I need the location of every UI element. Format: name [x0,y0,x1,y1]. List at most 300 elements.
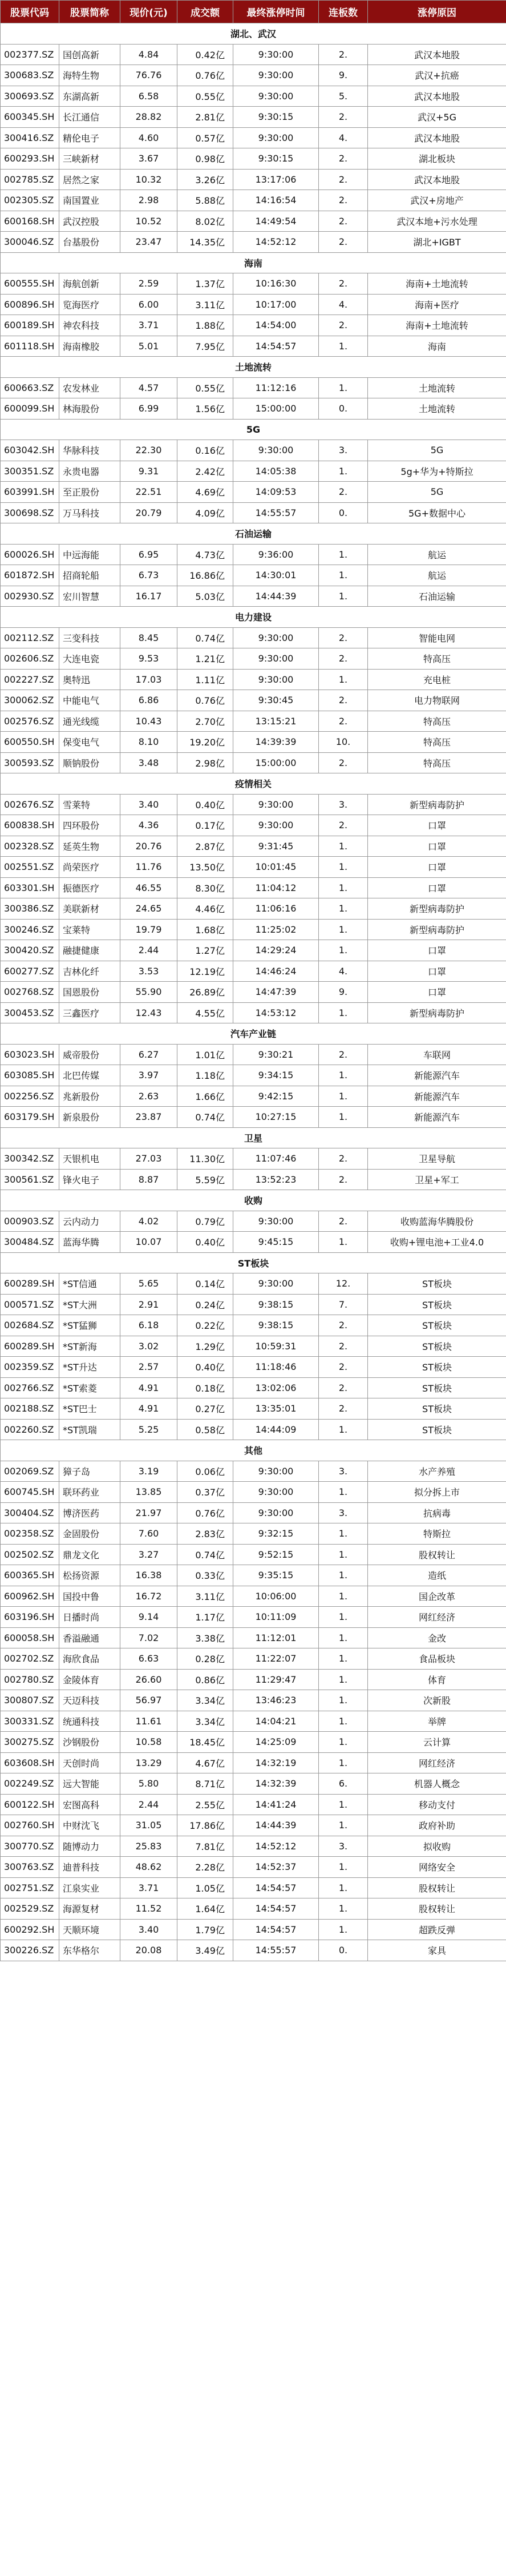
turnover-cell: 3.38亿 [177,1627,233,1648]
price-cell: 21.97 [120,1502,177,1523]
table-row [1,1815,506,1836]
stock-name-cell: *ST索菱 [59,1377,120,1398]
table-row [1,461,506,482]
limit-reason-cell: 举牌 [368,1711,506,1732]
stock-code-cell: 600962.SH [1,1586,59,1607]
price-cell: 6.86 [120,690,177,711]
limit-reason-cell: 口罩 [368,857,506,878]
limit-time-cell: 14:44:09 [233,1419,319,1440]
limit-reason-cell: 武汉本地股 [368,169,506,190]
stock-code-cell: 002260.SZ [1,1419,59,1440]
board-count-cell: 3. [319,440,368,461]
table-row [1,940,506,961]
turnover-cell: 0.28亿 [177,1648,233,1670]
limit-time-cell: 9:30:21 [233,1044,319,1065]
board-count-cell: 2. [319,1148,368,1170]
price-cell: 8.45 [120,627,177,648]
stock-code-cell: 603991.SH [1,482,59,503]
board-count-cell: 2. [319,752,368,773]
turnover-cell: 0.16亿 [177,440,233,461]
limit-reason-cell: 股权转让 [368,1898,506,1920]
limit-reason-cell: 口罩 [368,836,506,857]
table-row [1,1898,506,1920]
board-count-cell: 1. [319,1232,368,1253]
turnover-cell: 1.01亿 [177,1044,233,1065]
section-header-row [1,357,506,378]
price-cell: 6.95 [120,544,177,565]
header-limit-reason: 涨停原因 [368,1,506,23]
table-row [1,1523,506,1545]
table-body [1,23,506,1961]
stock-code-cell: 300420.SZ [1,940,59,961]
table-row [1,690,506,711]
price-cell: 9.31 [120,461,177,482]
section-header-row [1,23,506,45]
turnover-cell: 3.26亿 [177,169,233,190]
table-row [1,1377,506,1398]
board-count-cell: 1. [319,586,368,607]
stock-name-cell: 长江通信 [59,107,120,128]
board-count-cell: 2. [319,1377,368,1398]
board-count-cell: 9. [319,65,368,86]
limit-reason-cell: 土地流转 [368,398,506,420]
table-row [1,1148,506,1170]
limit-reason-cell: 电力物联网 [368,690,506,711]
limit-reason-cell: 造纸 [368,1565,506,1586]
limit-reason-cell: 机器人概念 [368,1773,506,1795]
stock-name-cell: 鼎龙文化 [59,1544,120,1565]
board-count-cell: 1. [319,1107,368,1128]
stock-code-cell: 300484.SZ [1,1232,59,1253]
price-cell: 22.51 [120,482,177,503]
limit-time-cell: 9:36:00 [233,544,319,565]
stock-name-cell: *ST新海 [59,1336,120,1357]
table-row [1,273,506,295]
price-cell: 56.97 [120,1690,177,1711]
price-cell: 6.00 [120,294,177,315]
stock-code-cell: 600555.SH [1,273,59,295]
stock-code-cell: 002751.SZ [1,1877,59,1898]
table-row [1,669,506,690]
stock-name-cell: 迪普科技 [59,1857,120,1878]
table-row [1,565,506,586]
stock-code-cell: 300453.SZ [1,1002,59,1023]
turnover-cell: 2.81亿 [177,107,233,128]
stock-code-cell: 002359.SZ [1,1357,59,1378]
board-count-cell: 2. [319,1398,368,1420]
stock-name-cell: 云内动力 [59,1211,120,1232]
limit-reason-cell: 武汉+房地产 [368,190,506,211]
stock-name-cell: 联环药业 [59,1482,120,1503]
limit-reason-cell: 特高压 [368,732,506,753]
section-title: 汽车产业链 [1,1023,506,1045]
limit-time-cell: 14:44:39 [233,1815,319,1836]
table-row [1,169,506,190]
section-title: 海南 [1,252,506,273]
stock-code-cell: 600122.SH [1,1794,59,1815]
turnover-cell: 4.55亿 [177,1002,233,1023]
turnover-cell: 5.88亿 [177,190,233,211]
turnover-cell: 2.42亿 [177,461,233,482]
board-count-cell: 1. [319,1648,368,1670]
stock-name-cell: 林海股份 [59,398,120,420]
limit-time-cell: 14:39:39 [233,732,319,753]
table-row [1,1940,506,1961]
stock-name-cell: 威帝股份 [59,1044,120,1065]
stock-code-cell: 002069.SZ [1,1461,59,1482]
section-title: 5G [1,419,506,440]
board-count-cell: 1. [319,544,368,565]
price-cell: 6.58 [120,86,177,107]
turnover-cell: 0.14亿 [177,1273,233,1295]
stock-code-cell: 600293.SH [1,148,59,170]
price-cell: 4.91 [120,1377,177,1398]
limit-reason-cell: 金改 [368,1627,506,1648]
price-cell: 20.79 [120,502,177,523]
table-row [1,857,506,878]
section-title: 湖北、武汉 [1,23,506,45]
price-cell: 6.18 [120,1315,177,1336]
price-cell: 28.82 [120,107,177,128]
limit-reason-cell: ST板块 [368,1398,506,1420]
price-cell: 3.71 [120,315,177,336]
board-count-cell: 3. [319,1836,368,1857]
table-row [1,1690,506,1711]
stock-code-cell: 002188.SZ [1,1398,59,1420]
stock-name-cell: 融捷健康 [59,940,120,961]
stock-name-cell: 东湖高新 [59,86,120,107]
limit-reason-cell: 湖北+IGBT [368,232,506,253]
stock-name-cell: 美联新材 [59,898,120,920]
stock-name-cell: 国投中鲁 [59,1586,120,1607]
board-count-cell: 2. [319,690,368,711]
turnover-cell: 2.70亿 [177,711,233,732]
table-row [1,711,506,732]
limit-reason-cell: 武汉本地股 [368,44,506,65]
stock-code-cell: 000571.SZ [1,1294,59,1315]
section-title: 卫星 [1,1127,506,1148]
price-cell: 11.76 [120,857,177,878]
stock-name-cell: 保变电气 [59,732,120,753]
stock-code-cell: 002529.SZ [1,1898,59,1920]
table-row [1,1336,506,1357]
turnover-cell: 3.34亿 [177,1690,233,1711]
limit-reason-cell: 特高压 [368,711,506,732]
limit-time-cell: 10:17:00 [233,294,319,315]
price-cell: 12.43 [120,1002,177,1023]
limit-time-cell: 14:54:57 [233,336,319,357]
price-cell: 3.19 [120,1461,177,1482]
limit-time-cell: 11:22:07 [233,1648,319,1670]
price-cell: 23.87 [120,1107,177,1128]
board-count-cell: 1. [319,1690,368,1711]
price-cell: 16.17 [120,586,177,607]
board-count-cell: 2. [319,815,368,836]
table-row [1,377,506,398]
table-row [1,294,506,315]
limit-time-cell: 9:30:00 [233,1502,319,1523]
stock-code-cell: 002930.SZ [1,586,59,607]
limit-time-cell: 14:54:57 [233,1877,319,1898]
limit-reason-cell: 新能源汽车 [368,1086,506,1107]
header-turnover: 成交额 [177,1,233,23]
stock-name-cell: 三变科技 [59,627,120,648]
limit-time-cell: 14:54:57 [233,1898,319,1920]
stock-code-cell: 600345.SH [1,107,59,128]
stock-name-cell: 獐子岛 [59,1461,120,1482]
stock-name-cell: 金固股份 [59,1523,120,1545]
stock-name-cell: 居然之家 [59,169,120,190]
limit-time-cell: 13:52:23 [233,1169,319,1190]
stock-code-cell: 002358.SZ [1,1523,59,1545]
stock-name-cell: 三峡新材 [59,148,120,170]
turnover-cell: 2.83亿 [177,1523,233,1545]
turnover-cell: 0.76亿 [177,65,233,86]
limit-time-cell: 10:59:31 [233,1336,319,1357]
stock-name-cell: 永贵电器 [59,461,120,482]
board-count-cell: 1. [319,1607,368,1628]
stock-name-cell: 天银机电 [59,1148,120,1170]
stock-code-cell: 300683.SZ [1,65,59,86]
board-count-cell: 1. [319,1919,368,1940]
board-count-cell: 1. [319,1419,368,1440]
section-title: 石油运输 [1,523,506,545]
table-row [1,1357,506,1378]
turnover-cell: 4.09亿 [177,502,233,523]
turnover-cell: 3.34亿 [177,1711,233,1732]
table-row [1,1857,506,1878]
limit-time-cell: 14:29:24 [233,940,319,961]
stock-name-cell: *ST巴士 [59,1398,120,1420]
limit-reason-cell: 收购蓝海华腾股份 [368,1211,506,1232]
stock-code-cell: 600550.SH [1,732,59,753]
board-count-cell: 2. [319,482,368,503]
table-row [1,1502,506,1523]
stock-code-cell: 002551.SZ [1,857,59,878]
table-row [1,502,506,523]
stock-code-cell: 002377.SZ [1,44,59,65]
section-title: 收购 [1,1190,506,1211]
table-row [1,815,506,836]
stock-code-cell: 002785.SZ [1,169,59,190]
limit-reason-cell: 海南+土地流转 [368,273,506,295]
stock-code-cell: 603179.SH [1,1107,59,1128]
turnover-cell: 18.45亿 [177,1732,233,1753]
limit-reason-cell: 拟收购 [368,1836,506,1857]
table-row [1,1544,506,1565]
table-row [1,211,506,232]
stock-name-cell: 松扬资源 [59,1565,120,1586]
stock-name-cell: *ST信通 [59,1273,120,1295]
limit-time-cell: 14:53:12 [233,1002,319,1023]
limit-reason-cell: 股权转让 [368,1544,506,1565]
price-cell: 23.47 [120,232,177,253]
header-final-limit-time: 最终涨停时间 [233,1,319,23]
price-cell: 76.76 [120,65,177,86]
table-header-row [1,1,506,23]
price-cell: 16.38 [120,1565,177,1586]
limit-time-cell: 10:11:09 [233,1607,319,1628]
limit-time-cell: 9:30:00 [233,669,319,690]
price-cell: 6.99 [120,398,177,420]
table-row [1,1044,506,1065]
stock-name-cell: 海南橡胶 [59,336,120,357]
stock-name-cell: 四环股份 [59,815,120,836]
stock-code-cell: 002702.SZ [1,1648,59,1670]
stock-name-cell: 武汉控股 [59,211,120,232]
stock-name-cell: 华脉科技 [59,440,120,461]
table-row [1,586,506,607]
board-count-cell: 1. [319,1065,368,1086]
table-row [1,1398,506,1420]
limit-time-cell: 9:30:00 [233,440,319,461]
stock-name-cell: 统通科技 [59,1711,120,1732]
turnover-cell: 0.22亿 [177,1315,233,1336]
price-cell: 2.57 [120,1357,177,1378]
price-cell: 3.40 [120,1919,177,1940]
limit-time-cell: 13:17:06 [233,169,319,190]
limit-time-cell: 9:35:15 [233,1565,319,1586]
turnover-cell: 7.95亿 [177,336,233,357]
board-count-cell: 1. [319,1877,368,1898]
table-row [1,315,506,336]
board-count-cell: 1. [319,1565,368,1586]
turnover-cell: 0.33亿 [177,1565,233,1586]
stock-name-cell: 海航创新 [59,273,120,295]
stock-code-cell: 603042.SH [1,440,59,461]
turnover-cell: 5.59亿 [177,1169,233,1190]
board-count-cell: 12. [319,1273,368,1295]
stock-code-cell: 300386.SZ [1,898,59,920]
table-row [1,1002,506,1023]
board-count-cell: 1. [319,1086,368,1107]
section-title: 疫情相关 [1,773,506,795]
turnover-cell: 16.86亿 [177,565,233,586]
board-count-cell: 9. [319,982,368,1003]
stock-code-cell: 002676.SZ [1,794,59,815]
table-row [1,1482,506,1503]
price-cell: 19.79 [120,919,177,940]
turnover-cell: 0.86亿 [177,1669,233,1690]
limit-time-cell: 14:52:37 [233,1857,319,1878]
turnover-cell: 0.79亿 [177,1211,233,1232]
turnover-cell: 0.40亿 [177,1232,233,1253]
stock-code-cell: 002760.SH [1,1815,59,1836]
limit-time-cell: 14:25:09 [233,1732,319,1753]
stock-name-cell: 北巴传媒 [59,1065,120,1086]
section-header-row [1,1127,506,1148]
stock-name-cell: 金陵体育 [59,1669,120,1690]
board-count-cell: 2. [319,627,368,648]
stock-name-cell: 至正股份 [59,482,120,503]
limit-time-cell: 14:04:21 [233,1711,319,1732]
table-row [1,190,506,211]
stock-name-cell: 国恩股份 [59,982,120,1003]
stock-name-cell: 万马科技 [59,502,120,523]
price-cell: 5.01 [120,336,177,357]
board-count-cell: 0. [319,1940,368,1961]
stock-code-cell: 300275.SZ [1,1732,59,1753]
table-row [1,732,506,753]
header-stock-code: 股票代码 [1,1,59,23]
section-title: ST板块 [1,1252,506,1273]
stock-code-cell: 600168.SH [1,211,59,232]
table-row [1,961,506,982]
board-count-cell: 4. [319,127,368,148]
stock-code-cell: 002576.SZ [1,711,59,732]
price-cell: 7.02 [120,1627,177,1648]
stock-code-cell: 002684.SZ [1,1315,59,1336]
section-header-row [1,252,506,273]
stock-code-cell: 002305.SZ [1,190,59,211]
turnover-cell: 3.11亿 [177,1586,233,1607]
table-row [1,1086,506,1107]
stock-name-cell: 奥特迅 [59,669,120,690]
turnover-cell: 1.05亿 [177,1877,233,1898]
price-cell: 27.03 [120,1148,177,1170]
turnover-cell: 0.55亿 [177,86,233,107]
board-count-cell: 6. [319,1773,368,1795]
limit-reason-cell: 特高压 [368,648,506,670]
board-count-cell: 1. [319,940,368,961]
stock-name-cell: *ST猛狮 [59,1315,120,1336]
limit-reason-cell: ST板块 [368,1377,506,1398]
board-count-cell: 0. [319,398,368,420]
table-row [1,107,506,128]
table-row [1,127,506,148]
stock-name-cell: 博济医药 [59,1502,120,1523]
board-count-cell: 2. [319,1044,368,1065]
stock-name-cell: 通光线缆 [59,711,120,732]
limit-time-cell: 9:31:45 [233,836,319,857]
stock-code-cell: 603085.SH [1,1065,59,1086]
price-cell: 2.98 [120,190,177,211]
board-count-cell: 2. [319,1336,368,1357]
table-row [1,1607,506,1628]
price-cell: 26.60 [120,1669,177,1690]
price-cell: 3.27 [120,1544,177,1565]
board-count-cell: 1. [319,377,368,398]
table-row [1,44,506,65]
stock-code-cell: 002766.SZ [1,1377,59,1398]
table-row [1,919,506,940]
turnover-cell: 0.74亿 [177,627,233,648]
limit-reason-cell: 5g+华为+特斯拉 [368,461,506,482]
table-row [1,752,506,773]
limit-reason-cell: 武汉+5G [368,107,506,128]
limit-time-cell: 11:12:01 [233,1627,319,1648]
table-row [1,877,506,898]
limit-time-cell: 14:41:24 [233,1794,319,1815]
board-count-cell: 1. [319,565,368,586]
stock-name-cell: 海欣食品 [59,1648,120,1670]
price-cell: 8.87 [120,1169,177,1190]
turnover-cell: 0.17亿 [177,815,233,836]
board-count-cell: 2. [319,1169,368,1190]
stock-code-cell: 300416.SZ [1,127,59,148]
price-cell: 7.60 [120,1523,177,1545]
limit-time-cell: 9:30:00 [233,627,319,648]
turnover-cell: 0.57亿 [177,127,233,148]
price-cell: 3.67 [120,148,177,170]
stock-name-cell: 宏图高科 [59,1794,120,1815]
limit-time-cell: 14:52:12 [233,232,319,253]
table-row [1,1669,506,1690]
stock-code-cell: 300770.SZ [1,1836,59,1857]
turnover-cell: 1.64亿 [177,1898,233,1920]
board-count-cell: 2. [319,232,368,253]
stock-name-cell: 台基股份 [59,232,120,253]
